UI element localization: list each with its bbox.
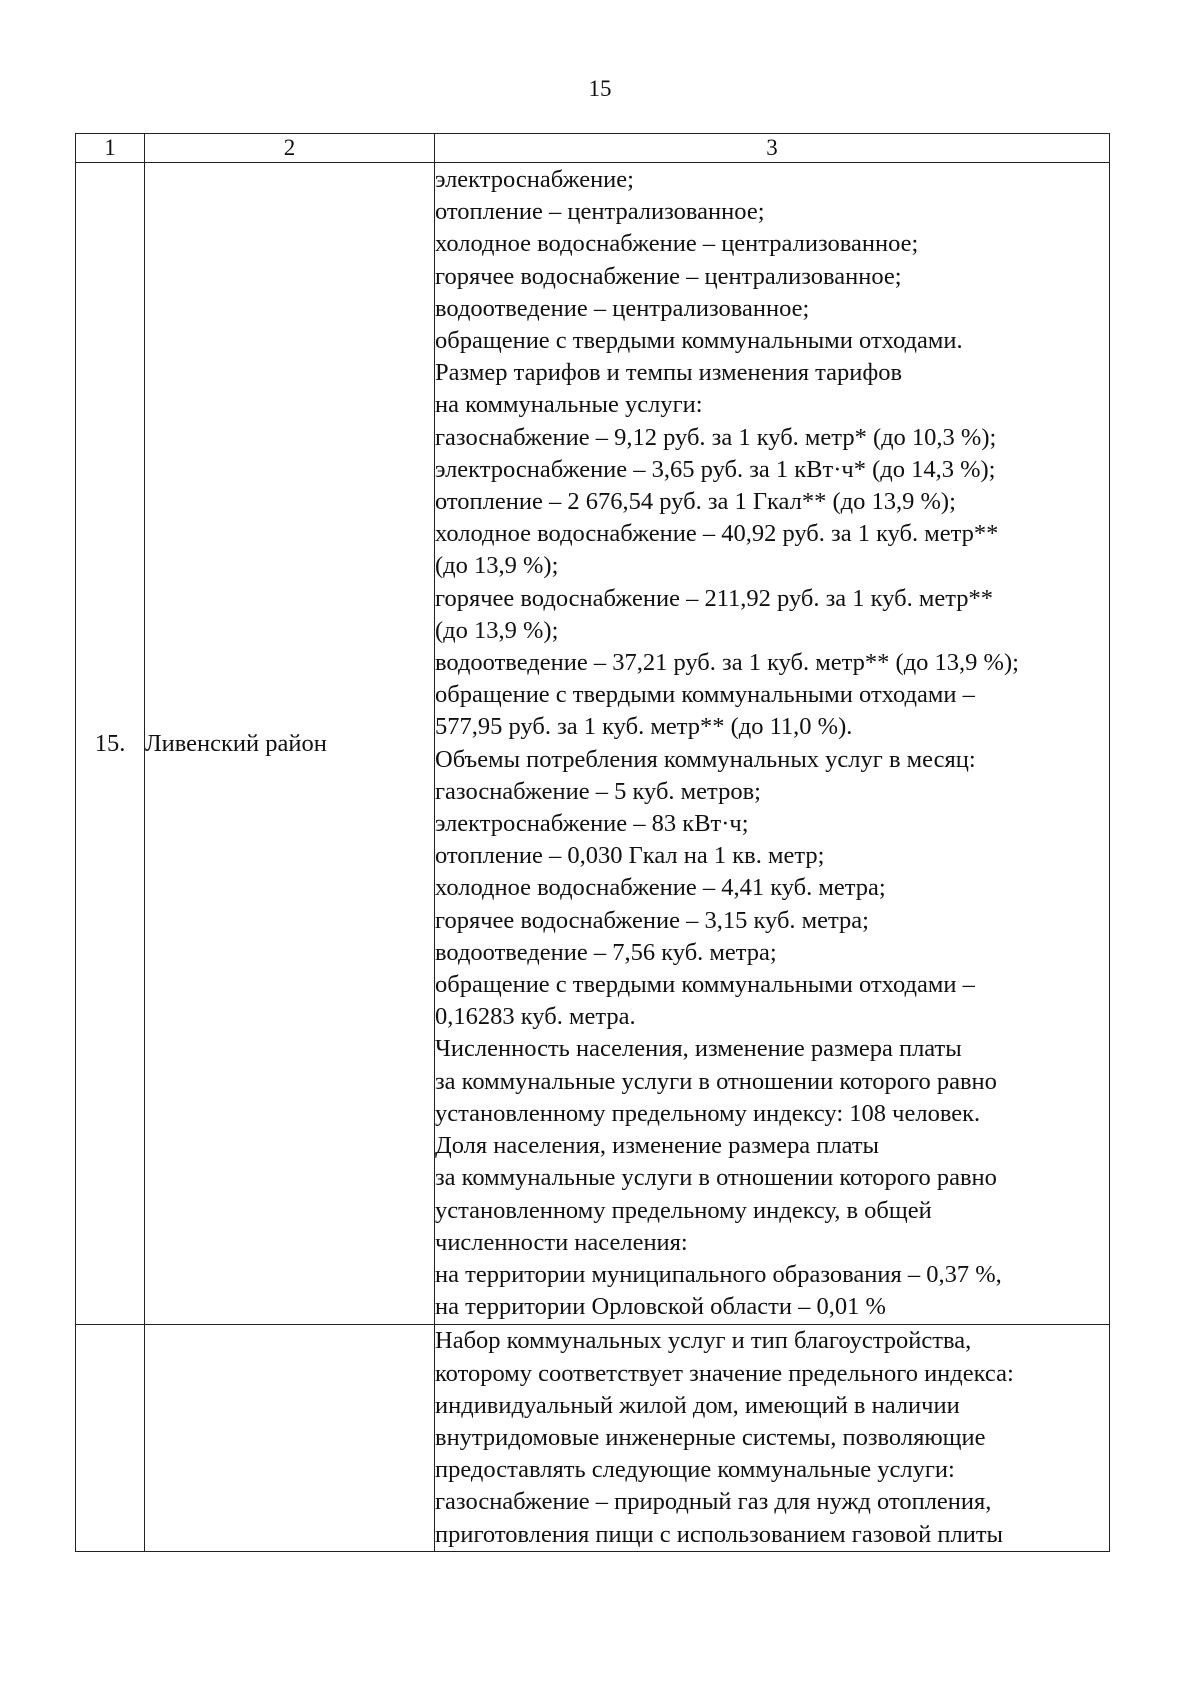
content-line: (до 13,9 %); — [435, 616, 559, 644]
content-line: установленному предельному индексу, в общей — [435, 1196, 932, 1224]
content-line: электроснабжение – 83 кВт·ч; — [435, 810, 749, 838]
content-line: Объемы потребления коммунальных услуг в месяц: — [435, 745, 976, 773]
page-number: 15 — [588, 76, 612, 101]
content-line: (до 13,9 %); — [435, 552, 559, 580]
row-number: 15. — [76, 163, 145, 1325]
content-line: на территории Орловской области – 0,01 % — [435, 1293, 886, 1321]
content-line: отопление – централизованное; — [435, 198, 765, 226]
content-line: водоотведение – централизованное; — [435, 294, 810, 322]
content-line: горячее водоснабжение – 3,15 куб. метра; — [435, 906, 869, 934]
municipality-name — [145, 1325, 435, 1551]
content-line: внутридомовые инженерные системы, позволяющие — [435, 1423, 986, 1451]
column-header-3: 3 — [435, 134, 1110, 163]
content-line: Численность населения, изменение размера платы — [435, 1035, 962, 1063]
row-content — [435, 1325, 1110, 1551]
content-line: приготовления пищи с использованием газовой плиты — [435, 1520, 1004, 1548]
row-number — [76, 1325, 145, 1551]
content-line: отопление – 0,030 Гкал на 1 кв. метр; — [435, 842, 825, 870]
content-line: электроснабжение; — [435, 166, 634, 193]
content-line: численности населения: — [435, 1228, 688, 1256]
content-line: холодное водоснабжение – 40,92 руб. за 1 куб. метр** — [435, 520, 999, 548]
content-line: водоотведение – 37,21 руб. за 1 куб. метр** (до 13,9 %); — [435, 649, 1019, 677]
content-line: газоснабжение – 9,12 руб. за 1 куб. метр* (до 10,3 %); — [435, 423, 997, 451]
content-line: холодное водоснабжение – 4,41 куб. метра; — [435, 874, 886, 902]
content-line: на территории муниципального образования – 0,37 %, — [435, 1260, 1002, 1288]
tariff-table — [75, 133, 1110, 1552]
content-line: горячее водоснабжение – 211,92 руб. за 1 куб. метр** — [435, 584, 994, 612]
content-line: предоставлять следующие коммунальные услуги: — [435, 1456, 955, 1484]
content-line: 0,16283 куб. метра. — [435, 1003, 636, 1031]
content-line: индивидуальный жилой дом, имеющий в наличии — [435, 1391, 960, 1419]
content-line: установленному предельному индексу: 108 человек. — [435, 1099, 981, 1127]
content-line: газоснабжение – 5 куб. метров; — [435, 777, 761, 805]
table-header-row — [76, 134, 1110, 163]
content-line: на коммунальные услуги: — [435, 391, 703, 419]
table-row — [76, 163, 1110, 1325]
content-line: за коммунальные услуги в отношении которого равно — [435, 1164, 997, 1192]
content-line: Размер тарифов и темпы изменения тарифов — [435, 359, 903, 387]
content-line: Доля населения, изменение размера платы — [435, 1132, 879, 1160]
content-line: водоотведение – 7,56 куб. метра; — [435, 938, 777, 966]
content-line: обращение с твердыми коммунальными отходами – — [435, 681, 975, 709]
content-line: за коммунальные услуги в отношении которого равно — [435, 1067, 997, 1095]
content-line: отопление – 2 676,54 руб. за 1 Гкал** (до 13,9 %); — [435, 488, 956, 516]
content-line: электроснабжение – 3,65 руб. за 1 кВт·ч* (до 14,3 %); — [435, 455, 996, 483]
content-line: горячее водоснабжение – централизованное; — [435, 262, 902, 290]
content-line: холодное водоснабжение – централизованное; — [435, 230, 919, 258]
row-content — [435, 163, 1110, 1325]
municipality-name: Ливенский район — [145, 163, 435, 1325]
content-line: Набор коммунальных услуг и тип благоустройства, — [435, 1327, 972, 1355]
content-line: газоснабжение – природный газ для нужд отопления, — [435, 1488, 992, 1516]
content-line: 577,95 руб. за 1 куб. метр** (до 11,0 %). — [435, 713, 853, 741]
column-header-1: 1 — [76, 134, 145, 163]
column-header-2: 2 — [145, 134, 435, 163]
content-line: которому соответствует значение предельного индекса: — [435, 1359, 1014, 1387]
content-line: обращение с твердыми коммунальными отходами. — [435, 327, 963, 355]
table-row — [76, 1325, 1110, 1551]
content-line: обращение с твердыми коммунальными отходами – — [435, 971, 975, 999]
